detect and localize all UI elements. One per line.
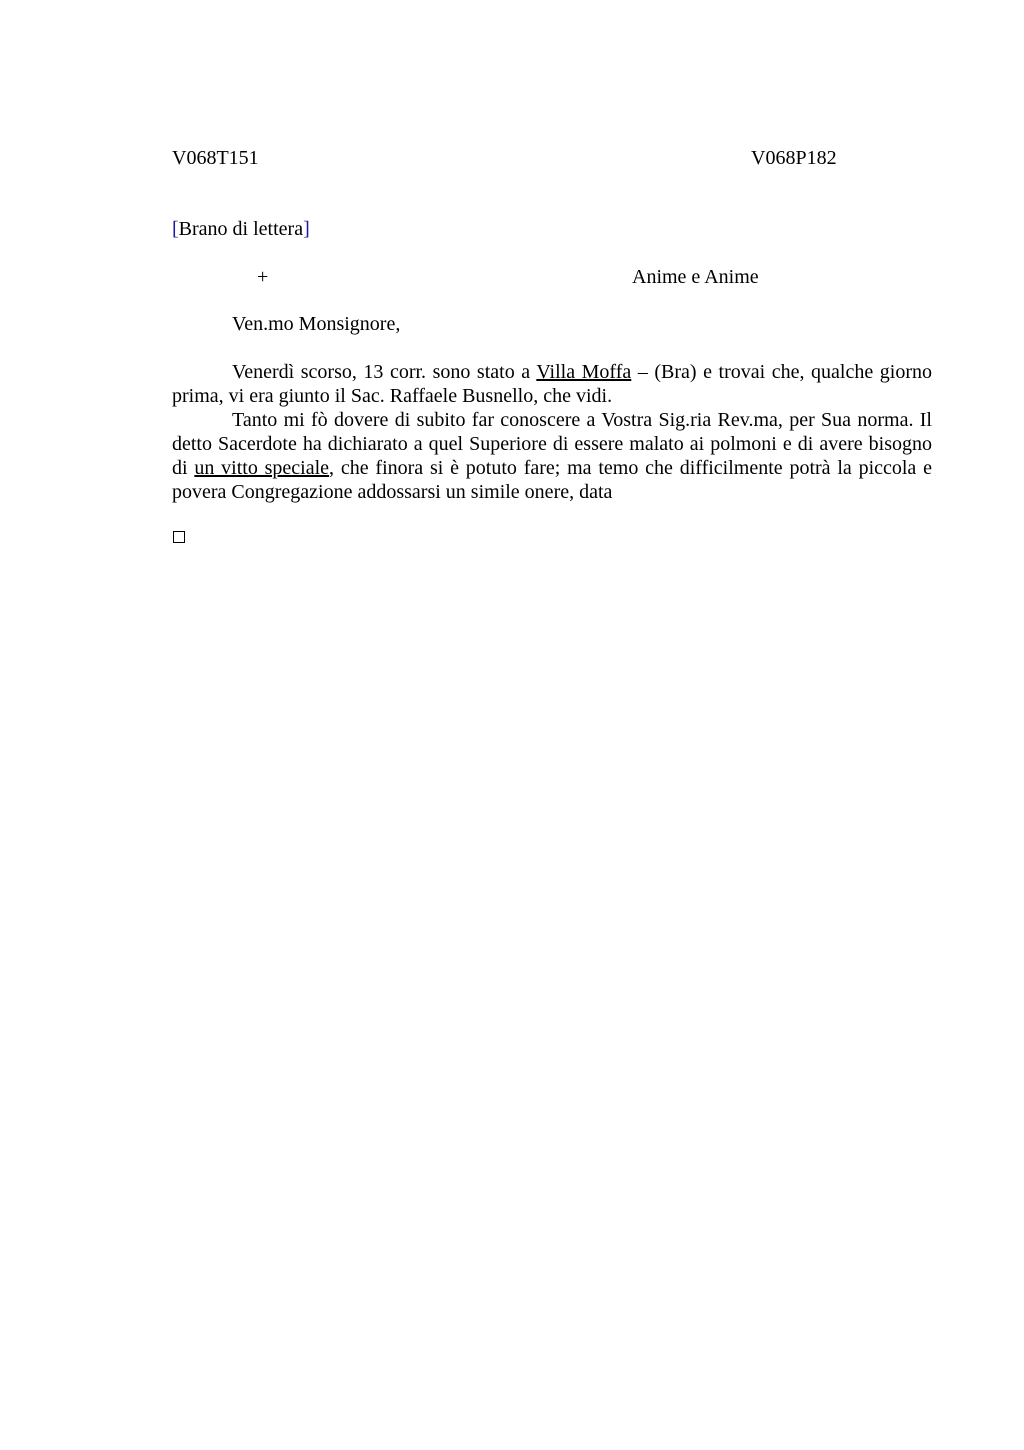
document-code-left: V068T151 <box>172 147 259 169</box>
paragraph-1 <box>172 360 932 408</box>
heading-bracket-open: [ <box>172 218 179 240</box>
heading-title: Brano di lettera <box>178 218 304 240</box>
cross-symbol: + <box>257 266 269 288</box>
paragraph-1-text-end: – (Bra) e trovai che, qualche giorno prima, vi era giunto il Sac. Raffaele Busnello, che vidi. <box>172 361 932 407</box>
document-code-right: V068P182 <box>751 147 837 169</box>
paragraph-2-text-end: , che finora si è potuto fare; ma temo che difficilmente potrà la piccola e povera Congregazione addossarsi un simile onere, data <box>172 457 932 503</box>
paragraph-1-text-start: Venerdì scorso, 13 corr. sono stato a <box>232 361 537 383</box>
salutation: Ven.mo Monsignore, <box>232 313 401 335</box>
letter-body <box>172 360 932 504</box>
heading-bracket-close: ] <box>303 218 310 240</box>
paragraph-2 <box>172 408 932 504</box>
underlined-phrase: un vitto speciale <box>194 457 330 479</box>
document-heading <box>172 217 310 241</box>
end-marker-box <box>173 531 185 543</box>
underlined-place: Villa Moffa <box>536 361 632 383</box>
paragraph-2-text-start: Tanto mi fò dovere di subito far conoscere a Vostra Sig.ria Rev.ma, per Sua norma. Il detto Sacerdote ha dichiarato a quel Superiore di essere malato ai polmoni e di avere bisogno di <box>172 409 932 479</box>
motto: Anime e Anime <box>632 266 759 288</box>
